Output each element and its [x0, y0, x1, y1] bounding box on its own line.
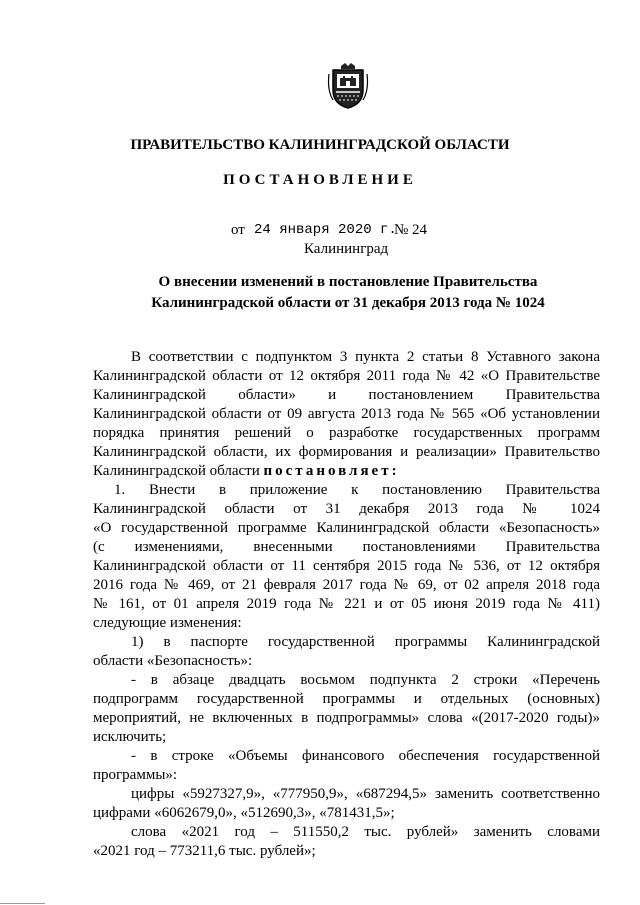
decree-verb: постановляет: — [263, 463, 400, 479]
coat-of-arms-emblem — [323, 60, 373, 110]
body-text: Калининградской области — [93, 463, 260, 479]
body-line: Калининградской области» и постановлением Правительства — [93, 387, 600, 403]
body-line: цифрами «6062679,0», «512690,3», «781431,5»; — [93, 805, 395, 821]
document-type-title: ПОСТАНОВЛЕНИЕ — [223, 172, 417, 188]
body-line: - в строке «Объемы финансового обеспечения государственной — [131, 748, 600, 764]
date-prefix: от — [231, 222, 245, 238]
heading-line: Калининградской области от 31 декабря 2013 года № 1024 — [151, 295, 545, 311]
body-line — [93, 463, 400, 480]
body-line: области «Безопасность»: — [93, 653, 253, 669]
body-line: мероприятий, не включенных в подпрограммы» слова «(2017-2020 годы)» — [93, 710, 600, 726]
body-line: подпрограмм государственной программы и отдельных (основных) — [93, 691, 600, 707]
body-line: цифры «5927327,9», «777950,9», «687294,5» заменить соответственно — [131, 786, 600, 802]
page-edge-divider — [0, 903, 45, 904]
body-line: «2021 год – 773211,6 тыс. рублей»; — [93, 843, 316, 859]
document-heading — [93, 272, 603, 314]
body-line: (с изменениями, внесенными постановлениями Правительства — [93, 539, 600, 555]
body-line: слова «2021 год – 511550,2 тыс. рублей» заменить словами — [131, 824, 600, 840]
body-line: следующие изменения: — [93, 615, 242, 631]
document-city: Калининград — [304, 241, 389, 257]
document-number: № 24 — [394, 222, 428, 238]
body-line: 2016 года № 469, от 21 февраля 2017 года № 69, от 02 апреля 2018 года — [93, 577, 600, 593]
body-line: Калининградской области, их формирования и реализации» Правительство — [93, 444, 600, 460]
body-line: Калининградской области от 31 декабря 2013 года № 1024 — [93, 501, 600, 517]
body-line: № 161, от 01 апреля 2019 года № 221 и от 05 июня 2019 года № 411) — [93, 596, 600, 612]
issuing-authority-title: ПРАВИТЕЛЬСТВО КАЛИНИНГРАДСКОЙ ОБЛАСТИ — [130, 137, 510, 153]
body-line: - в абзаце двадцать восьмом подпункта 2 строки «Перечень — [131, 672, 600, 688]
body-line: «О государственной программе Калининградской области «Безопасность» — [93, 520, 600, 536]
document-date: 24 января 2020 г. — [254, 222, 397, 238]
body-line: Калининградской области от 11 сентября 2015 года № 536, от 12 октября — [93, 558, 600, 574]
heading-line: О внесении изменений в постановление Правительства — [158, 274, 538, 290]
body-line: Калининградской области от 12 октября 2011 года № 42 «О Правительстве — [93, 368, 600, 384]
body-line: порядка принятия решений о разработке государственных программ — [93, 425, 600, 441]
body-line: 1. Внести в приложение к постановлению Правительства — [114, 482, 600, 498]
body-line: Калининградской области от 09 августа 2013 года № 565 «Об установлении — [93, 406, 600, 422]
body-line: В соответствии с подпунктом 3 пункта 2 статьи 8 Уставного закона — [131, 349, 600, 365]
body-line: 1) в паспорте государственной программы Калининградской — [131, 634, 600, 650]
body-line: исключить; — [93, 729, 167, 745]
body-line: программы»: — [93, 767, 178, 783]
